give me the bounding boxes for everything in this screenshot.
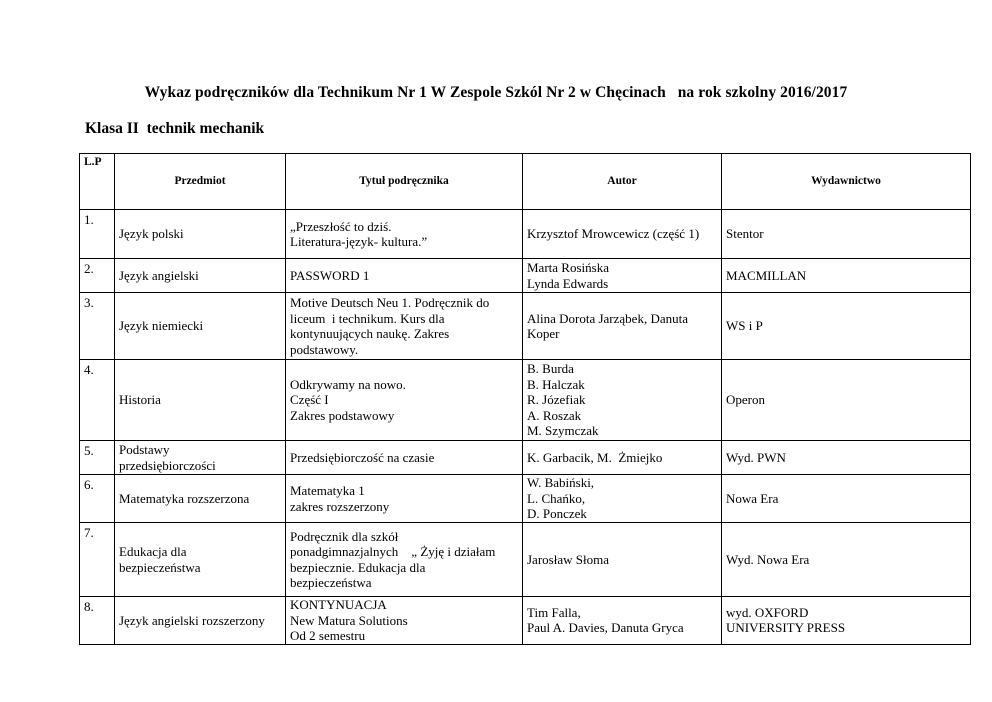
cell-publisher bbox=[722, 597, 971, 645]
author-line: K. Garbacik, M. Żmiejko bbox=[527, 449, 663, 465]
cell-publisher bbox=[722, 210, 971, 259]
author-line: Alina Dorota Jarząbek, Danuta bbox=[527, 310, 688, 326]
book-line: Od 2 semestru bbox=[290, 628, 366, 643]
cell-subject bbox=[115, 523, 286, 597]
cell-subject bbox=[115, 597, 286, 645]
cell-publisher bbox=[722, 523, 971, 597]
subject-line: bezpieczeństwa bbox=[119, 559, 201, 575]
cell-book bbox=[286, 441, 523, 475]
cell-subject bbox=[115, 210, 286, 259]
header-subject: Przedmiot bbox=[115, 154, 286, 210]
subject-line: Język polski bbox=[119, 226, 184, 242]
textbook-table bbox=[79, 153, 971, 645]
row-number: 3. bbox=[80, 293, 115, 360]
table-row bbox=[80, 441, 971, 475]
cell-subject bbox=[115, 441, 286, 475]
cell-author bbox=[523, 441, 722, 475]
author-line: D. Ponczek bbox=[527, 506, 587, 522]
row-number: 4. bbox=[80, 360, 115, 441]
book-line: Matematyka 1 bbox=[290, 483, 365, 498]
table-row bbox=[80, 360, 971, 441]
table-row bbox=[80, 597, 971, 645]
row-number: 1. bbox=[80, 210, 115, 259]
author-line: Koper bbox=[527, 326, 560, 341]
cell-publisher bbox=[722, 259, 971, 293]
publisher-line: Wyd. Nowa Era bbox=[726, 551, 810, 567]
subject-line: przedsiębiorczości bbox=[119, 457, 216, 473]
book-line: Literatura-język- kultura.” bbox=[290, 234, 428, 249]
cell-publisher bbox=[722, 475, 971, 523]
row-number: 5. bbox=[80, 441, 115, 475]
cell-author bbox=[523, 360, 722, 441]
book-line: New Matura Solutions bbox=[290, 612, 408, 628]
cell-book bbox=[286, 597, 523, 645]
publisher-line: wyd. OXFORD bbox=[726, 604, 809, 620]
header-book: Tytuł podręcznika bbox=[286, 154, 523, 210]
subject-line: Matematyka rozszerzona bbox=[119, 490, 250, 506]
author-line: Paul A. Davies, Danuta Gryca bbox=[527, 620, 684, 636]
author-line: W. Babiński, bbox=[527, 475, 595, 491]
book-line: Przedsiębiorczość na czasie bbox=[290, 449, 435, 465]
table-row bbox=[80, 210, 971, 259]
author-line: Lynda Edwards bbox=[527, 275, 609, 291]
subject-line: Edukacja dla bbox=[119, 544, 187, 559]
class-subtitle: Klasa II technik mechanik bbox=[85, 120, 265, 137]
book-line: Odkrywamy na nowo. bbox=[290, 376, 406, 392]
cell-author bbox=[523, 597, 722, 645]
author-line: B. Halczak bbox=[527, 376, 585, 392]
row-number: 7. bbox=[80, 523, 115, 597]
book-line: PASSWORD 1 bbox=[290, 267, 370, 283]
author-line: A. Roszak bbox=[527, 407, 582, 423]
cell-publisher bbox=[722, 360, 971, 441]
publisher-line: MACMILLAN bbox=[726, 267, 807, 283]
publisher-line: Nowa Era bbox=[726, 490, 779, 506]
book-line: bezpiecznie. Edukacja dla bbox=[290, 559, 426, 575]
author-line: R. Józefiak bbox=[527, 392, 586, 408]
book-line: ponadgimnazjalnych „ Żyję i działam bbox=[290, 544, 496, 559]
cell-book bbox=[286, 523, 523, 597]
subject-line: Podstawy bbox=[119, 442, 170, 457]
book-line: KONTYNUACJA bbox=[290, 597, 387, 612]
publisher-line: WS i P bbox=[726, 318, 763, 334]
cell-subject bbox=[115, 360, 286, 441]
book-line: Część I bbox=[290, 392, 329, 408]
author-line: Jarosław Słoma bbox=[527, 551, 609, 567]
cell-book bbox=[286, 293, 523, 360]
document-title: Wykaz podręczników dla Technikum Nr 1 W Zespole Szkól Nr 2 w Chęcinach na rok szkolny 2016/2017 bbox=[144, 84, 848, 101]
cell-author bbox=[523, 293, 722, 360]
subject-line: Język angielski bbox=[119, 267, 199, 283]
cell-book bbox=[286, 259, 523, 293]
author-line: Marta Rosińska bbox=[527, 260, 609, 275]
book-line: zakres rozszerzony bbox=[290, 498, 390, 514]
table-row bbox=[80, 293, 971, 360]
row-number: 6. bbox=[80, 475, 115, 523]
author-line: Krzysztof Mrowcewicz (część 1) bbox=[527, 226, 700, 242]
author-line: B. Burda bbox=[527, 361, 574, 377]
book-line: kontynuujących naukę. Zakres bbox=[290, 326, 450, 341]
book-line: Podręcznik dla szkół bbox=[290, 528, 399, 544]
publisher-line: Wyd. PWN bbox=[726, 449, 786, 465]
cell-subject bbox=[115, 475, 286, 523]
row-number: 8. bbox=[80, 597, 115, 645]
table-row bbox=[80, 523, 971, 597]
publisher-line: Operon bbox=[726, 392, 765, 408]
header-publisher: Wydawnictwo bbox=[722, 154, 971, 210]
publisher-line: UNIVERSITY PRESS bbox=[726, 620, 846, 636]
cell-author bbox=[523, 475, 722, 523]
book-line: Zakres podstawowy bbox=[290, 407, 395, 423]
cell-publisher bbox=[722, 441, 971, 475]
cell-book bbox=[286, 475, 523, 523]
cell-author bbox=[523, 523, 722, 597]
cell-author bbox=[523, 259, 722, 293]
author-line: M. Szymczak bbox=[527, 423, 599, 439]
book-line: podstawowy. bbox=[290, 341, 359, 357]
cell-subject bbox=[115, 259, 286, 293]
table-row bbox=[80, 259, 971, 293]
subject-line: Historia bbox=[119, 392, 161, 408]
header-lp: L.P bbox=[80, 154, 115, 210]
row-number: 2. bbox=[80, 259, 115, 293]
book-line: Motive Deutsch Neu 1. Podręcznik do bbox=[290, 295, 490, 310]
header-author: Autor bbox=[523, 154, 722, 210]
table-body bbox=[80, 210, 971, 645]
book-line: „Przeszłość to dziś. bbox=[290, 218, 392, 234]
cell-book bbox=[286, 210, 523, 259]
table-row bbox=[80, 475, 971, 523]
cell-author bbox=[523, 210, 722, 259]
cell-book bbox=[286, 360, 523, 441]
table-header-row bbox=[80, 154, 971, 210]
cell-subject bbox=[115, 293, 286, 360]
author-line: L. Chańko, bbox=[527, 490, 586, 506]
cell-publisher bbox=[722, 293, 971, 360]
author-line: Tim Falla, bbox=[527, 604, 581, 620]
book-line: liceum i technikum. Kurs dla bbox=[290, 310, 445, 326]
subject-line: Język angielski rozszerzony bbox=[119, 612, 265, 628]
book-line: bezpieczeństwa bbox=[290, 575, 372, 590]
publisher-line: Stentor bbox=[726, 226, 764, 242]
subject-line: Język niemiecki bbox=[119, 318, 204, 334]
